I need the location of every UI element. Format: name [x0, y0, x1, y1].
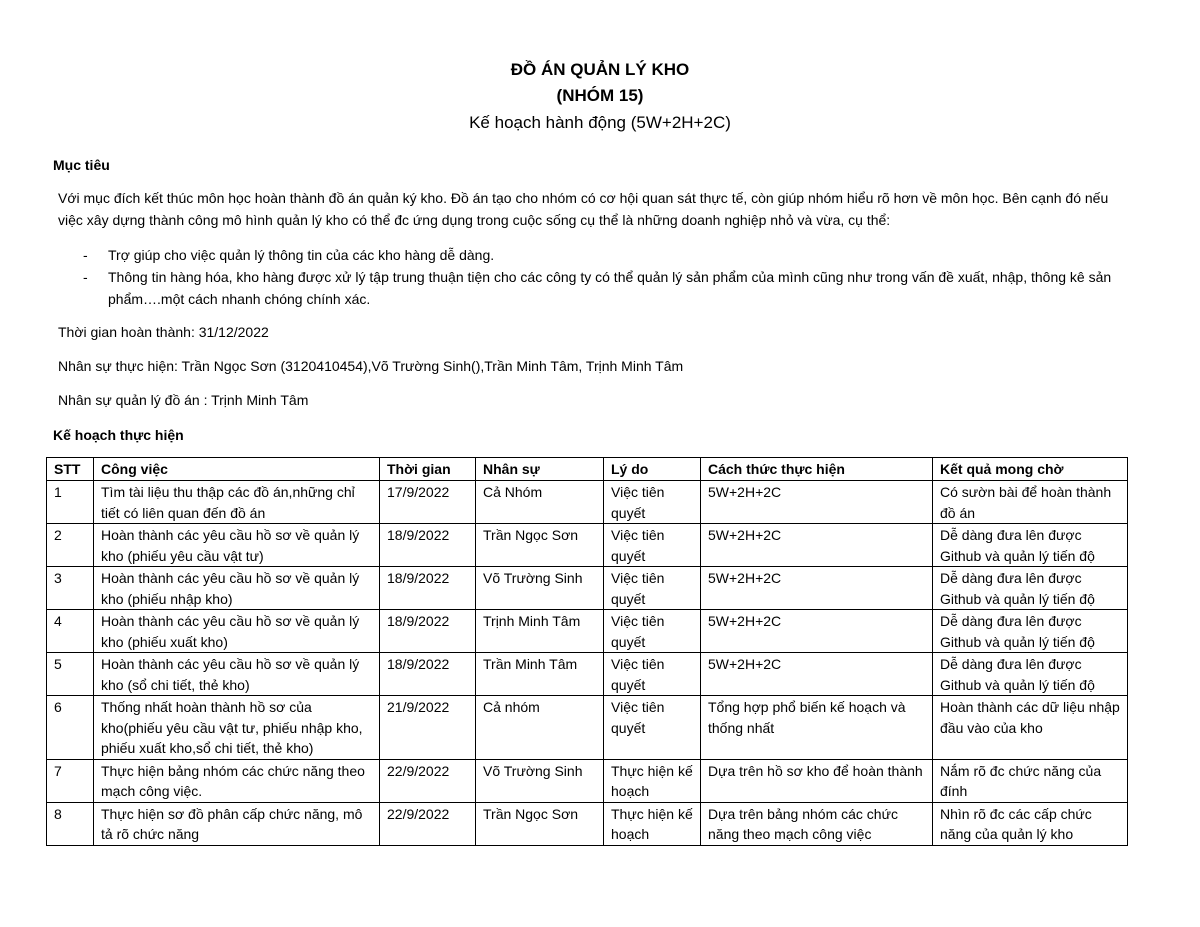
cell-reason: Thực hiện kế hoạch [604, 802, 701, 845]
cell-personnel: Võ Trường Sinh [476, 759, 604, 802]
cell-expected-result: Dễ dàng đưa lên được Github và quản lý tiến độ [933, 567, 1128, 610]
table-row [47, 802, 1128, 845]
cell-reason: Việc tiên quyết [604, 696, 701, 760]
cell-personnel: Cả Nhóm [476, 481, 604, 524]
group-label: (NHÓM 15) [556, 86, 644, 105]
table-row [47, 481, 1128, 524]
action-plan-table [46, 457, 1128, 846]
cell-method: Tổng hợp phổ biến kế hoạch và thống nhất [701, 696, 933, 760]
header-reason: Lý do [604, 458, 701, 481]
header-task: Công việc [94, 458, 380, 481]
cell-time: 18/9/2022 [380, 567, 476, 610]
cell-stt: 6 [47, 696, 94, 760]
cell-time: 22/9/2022 [380, 759, 476, 802]
cell-method: Dựa trên hồ sơ kho để hoàn thành [701, 759, 933, 802]
document-title: ĐỒ ÁN QUẢN LÝ KHO [510, 60, 690, 79]
table-row [47, 524, 1128, 567]
table-row [47, 759, 1128, 802]
cell-stt: 5 [47, 653, 94, 696]
plan-heading: Kế hoạch thực hiện [53, 427, 184, 443]
cell-time: 18/9/2022 [380, 610, 476, 653]
cell-expected-result: Dễ dàng đưa lên được Github và quản lý tiến độ [933, 524, 1128, 567]
cell-task: Thực hiện sơ đồ phân cấp chức năng, mô tả rõ chức năng [94, 802, 380, 845]
completion-time: Thời gian hoàn thành: 31/12/2022 [58, 324, 269, 340]
header-time: Thời gian [380, 458, 476, 481]
cell-time: 22/9/2022 [380, 802, 476, 845]
cell-personnel: Võ Trường Sinh [476, 567, 604, 610]
cell-reason: Việc tiên quyết [604, 481, 701, 524]
cell-expected-result: Dễ dàng đưa lên được Github và quản lý tiến độ [933, 610, 1128, 653]
table-header-row [47, 458, 1128, 481]
cell-stt: 2 [47, 524, 94, 567]
cell-personnel: Cả nhóm [476, 696, 604, 760]
cell-task: Hoàn thành các yêu cầu hồ sơ về quản lý kho (sổ chi tiết, thẻ kho) [94, 653, 380, 696]
cell-expected-result: Nhìn rõ đc các cấp chức năng của quản lý kho [933, 802, 1128, 845]
cell-stt: 4 [47, 610, 94, 653]
objective-paragraph: Với mục đích kết thúc môn học hoàn thành đồ án quản ký kho. Đồ án tạo cho nhóm có cơ hội quan sát thực tế, còn giúp nhóm hiểu rõ hơn về môn học. Bên cạnh đó nếu việc xây dựng thành công mô hình quản lý kho có thể đc ứng dụng trong cuộc sống cụ thể là những doanh nghiệp nhỏ và vừa, cụ thể: [58, 190, 1109, 228]
cell-task: Thực hiện bảng nhóm các chức năng theo mạch công việc. [94, 759, 380, 802]
header-personnel: Nhân sự [476, 458, 604, 481]
cell-stt: 3 [47, 567, 94, 610]
cell-method: Dựa trên bảng nhóm các chức năng theo mạch công việc [701, 802, 933, 845]
cell-reason: Việc tiên quyết [604, 610, 701, 653]
cell-task: Hoàn thành các yêu cầu hồ sơ về quản lý kho (phiếu xuất kho) [94, 610, 380, 653]
cell-method: 5W+2H+2C [701, 653, 933, 696]
cell-task: Tìm tài liệu thu thập các đồ án,những chỉ tiết có liên quan đến đồ án [94, 481, 380, 524]
cell-reason: Việc tiên quyết [604, 653, 701, 696]
objective-bullet: - Trợ giúp cho việc quản lý thông tin của các kho hàng dễ dàng. [58, 244, 1128, 266]
cell-personnel: Trần Ngọc Sơn [476, 802, 604, 845]
cell-personnel: Trịnh Minh Tâm [476, 610, 604, 653]
cell-reason: Việc tiên quyết [604, 567, 701, 610]
cell-method: 5W+2H+2C [701, 481, 933, 524]
cell-stt: 8 [47, 802, 94, 845]
header-method: Cách thức thực hiện [701, 458, 933, 481]
manager-line: Nhân sự quản lý đồ án : Trịnh Minh Tâm [58, 392, 309, 408]
cell-task: Hoàn thành các yêu cầu hồ sơ về quản lý kho (phiếu nhập kho) [94, 567, 380, 610]
cell-personnel: Trần Minh Tâm [476, 653, 604, 696]
objective-bullet-list [58, 244, 1128, 310]
cell-task: Hoàn thành các yêu cầu hồ sơ về quản lý kho (phiếu yêu cầu vật tư) [94, 524, 380, 567]
table-row [47, 653, 1128, 696]
cell-time: 21/9/2022 [380, 696, 476, 760]
cell-method: 5W+2H+2C [701, 610, 933, 653]
cell-task: Thống nhất hoàn thành hồ sơ của kho(phiếu yêu cầu vật tư, phiếu nhập kho, phiếu xuất kho,sổ chi tiết, thẻ kho) [94, 696, 380, 760]
cell-expected-result: Dễ dàng đưa lên được Github và quản lý tiến độ [933, 653, 1128, 696]
cell-time: 17/9/2022 [380, 481, 476, 524]
table-row [47, 610, 1128, 653]
cell-expected-result: Hoàn thành các dữ liệu nhập đầu vào của kho [933, 696, 1128, 760]
header-expected-result: Kết quả mong chờ [933, 458, 1128, 481]
document-subtitle: Kế hoạch hành động (5W+2H+2C) [469, 113, 731, 132]
cell-personnel: Trần Ngọc Sơn [476, 524, 604, 567]
cell-reason: Việc tiên quyết [604, 524, 701, 567]
cell-stt: 7 [47, 759, 94, 802]
document-title-block [0, 57, 1200, 137]
objective-bullet: - Thông tin hàng hóa, kho hàng được xử lý tập trung thuận tiện cho các công ty có thể quản lý sản phẩm của mình cũng như trong vấn đề xuất, nhập, thông kê sản phẩm….một cách nhanh chóng chính xác. [58, 266, 1128, 310]
cell-stt: 1 [47, 481, 94, 524]
cell-expected-result: Có sườn bài để hoàn thành đồ án [933, 481, 1128, 524]
table-row [47, 696, 1128, 760]
table-row [47, 567, 1128, 610]
header-stt: STT [47, 458, 94, 481]
cell-method: 5W+2H+2C [701, 567, 933, 610]
cell-reason: Thực hiện kế hoạch [604, 759, 701, 802]
cell-expected-result: Nắm rõ đc chức năng của đính [933, 759, 1128, 802]
cell-method: 5W+2H+2C [701, 524, 933, 567]
cell-time: 18/9/2022 [380, 524, 476, 567]
objective-heading: Mục tiêu [53, 157, 110, 173]
personnel-line: Nhân sự thực hiện: Trần Ngọc Sơn (3120410454),Võ Trường Sinh(),Trần Minh Tâm, Trịnh Minh Tâm [58, 358, 684, 374]
cell-time: 18/9/2022 [380, 653, 476, 696]
